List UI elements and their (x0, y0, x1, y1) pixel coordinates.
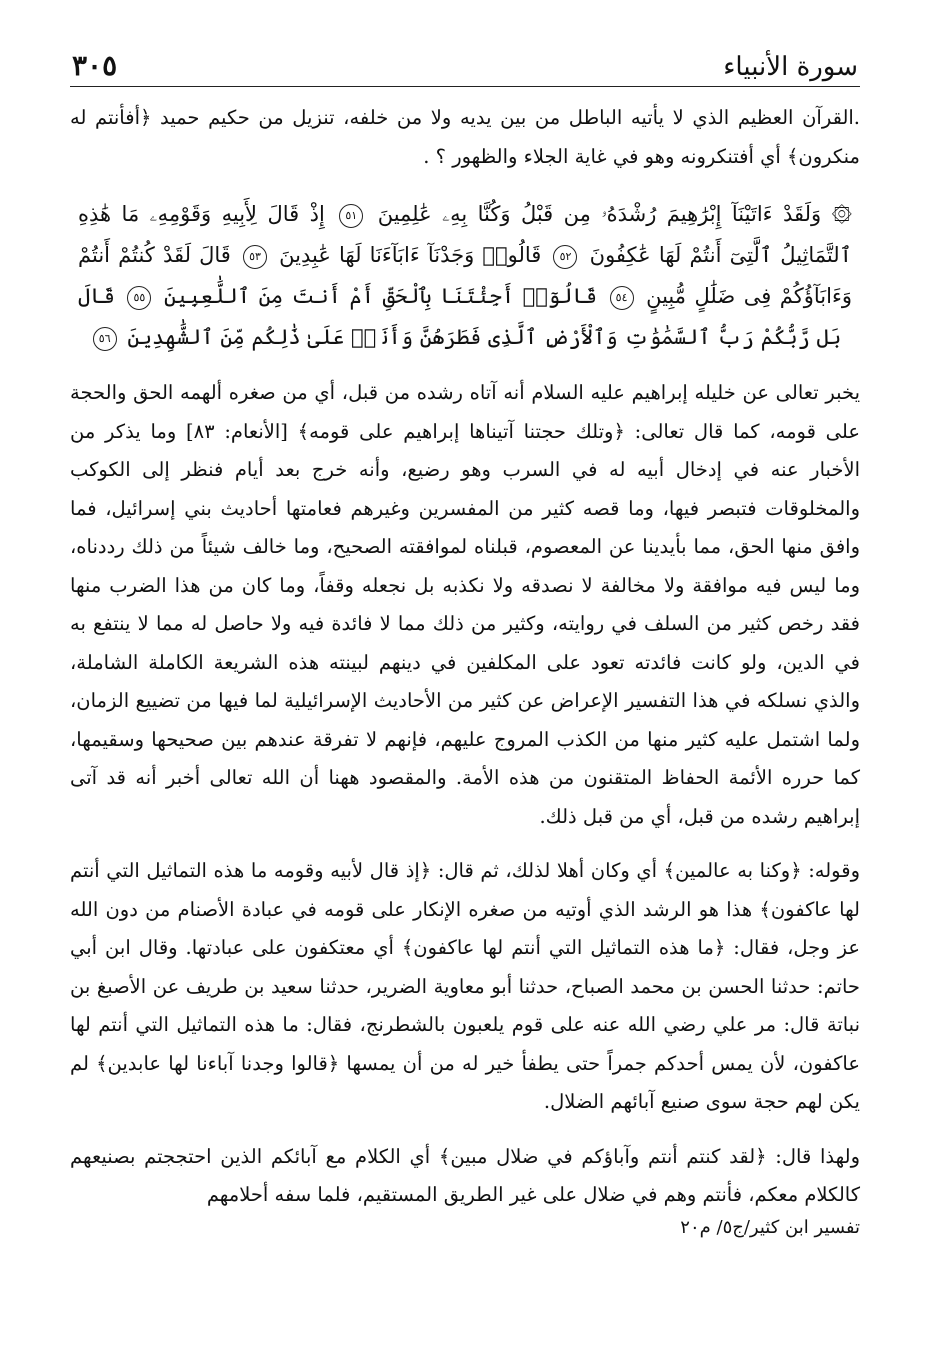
commentary-paragraph-1: يخبر تعالى عن خليله إبراهيم عليه السلام أنه آتاه رشده من قبل، أي من صغره ألهمه الحق والحجة على قومه، كما قال تعالى: ﴿وتلك حجتنا آتيناها إبراهيم على قومه﴾ [الأنعام: ٨٣] وما يذكر من الأخبار عنه في إدخال أبيه له في السرب وهو رضيع، وأنه خرج بعد أيام فنظر إلى الكوكب والمخلوقات فتبصر فيها، وما قصه كثير من المفسرين وغيرهم فعامتها أحاديث بني إسرائيل، فما وافق منها الحق، مما بأيدينا عن المعصوم، قبلناه لموافقته الصحيح، وما خالف شيئاً من ذلك رددناه، وما ليس فيه موافقة ولا مخالفة لا نصدقه ولا نكذبه بل نجعله وقفاً، وما كان من هذا الضرب منها فقد رخص كثير من السلف في روايته، وكثير من ذلك مما لا فائدة فيه ولا حاصل له مما لا ينتفع به في الدين، ولو كانت فائدته تعود على المكلفين في دينهم لبينته هذه الشريعة الكاملة الشاملة، والذي نسلكه في هذا التفسير الإعراض عن كثير من الأحاديث الإسرائيلية لما فيها من تضييع الزمان، ولما اشتمل عليه كثير منها من الكذب المروج عليهم، فإنهم لا تفرقة عندهم بين صحيحها وسقيمها، كما حرره الأئمة الحفاظ المتقنون من هذه الأمة. والمقصود ههنا أن الله تعالى أخبر أنه قد آتى إبراهيم رشده من قبل، أي من قبل ذلك. (70, 381, 860, 828)
verse-text: قَالَ بَل رَّبُّكُمْ رَبُّ ٱلسَّمَٰوَٰتِ وَٱلْأَرْضِ ٱلَّذِى فَطَرَهُنَّ وَأَنَا۠ عَلَىٰ ذَٰلِكُم مِّنَ ٱلشَّٰهِدِينَ (78, 284, 842, 349)
footer-signature: تفسير ابن كثير/ج٥/ م٢٠ (680, 1216, 860, 1238)
verse-text: إِذْ قَالَ لِأَبِيهِ وَقَوْمِهِۦ مَا هَٰذِهِ ٱلتَّمَاثِيلُ ٱلَّتِىٓ أَنتُمْ لَهَا عَٰكِفُونَ (78, 202, 852, 267)
intro-paragraph: .القرآن العظيم الذي لا يأتيه الباطل من بين يديه ولا من خلفه، تنزيل من حكيم حميد ﴿أفأنتم له منكرون﴾ أي أفتنكرونه وهو في غاية الجلاء والظهور ؟ . (70, 106, 861, 168)
page (70, 40, 860, 1238)
verse-text: قَالَ لَقَدْ كُنتُمْ أَنتُمْ وَءَابَآؤُكُمْ فِى ضَلَٰلٍ مُّبِينٍ (78, 243, 852, 308)
verse-number: ٥٥ (127, 286, 151, 310)
verse-number: ٥٦ (93, 327, 117, 351)
verse-number: ٥١ (339, 204, 363, 228)
verse-text: قَالُوا۟ وَجَدْنَآ ءَابَآءَنَا لَهَا عَٰبِدِينَ (279, 243, 542, 267)
hizb-mark: ۞ (831, 202, 852, 226)
page-number: ٣٠٥ (72, 49, 118, 82)
verse-number: ٥٢ (553, 245, 577, 269)
commentary-paragraph-2: وقوله: ﴿وكنا به عالمين﴾ أي وكان أهلا لذلك، ثم قال: ﴿إذ قال لأبيه وقومه ما هذه التماثيل التي أنتم لها عاكفون﴾ هذا هو الرشد الذي أوتيه من صغره الإنكار على قومه في عبادة الأصنام من دون الله عز وجل، فقال: ﴿ما هذه التماثيل التي أنتم لها عاكفون﴾ أي معتكفون على عبادتها. وقال ابن أبي حاتم: حدثنا الحسن بن محمد الصباح، حدثنا أبو معاوية الضرير، حدثنا سعيد بن طريف عن الأصبغ بن نباتة قال: مر علي رضي الله عنه على قوم يلعبون بالشطرنج، فقال: ما هذه التماثيل التي أنتم لها عاكفون، لأن يمس أحدكم جمراً حتى يطفأ خير له من أن يمسها ﴿قالوا وجدنا آباءنا لها عابدين﴾ لم يكن لهم حجة سوى صنيع آبائهم الضلال. (70, 859, 860, 1113)
quran-verses (78, 194, 852, 358)
verse-number: ٥٤ (610, 286, 634, 310)
verse-text: قَالُوٓا۟ أَجِئْتَنَا بِٱلْحَقِّ أَمْ أَنتَ مِنَ ٱللَّٰعِبِينَ (163, 284, 598, 308)
verse-number: ٥٣ (243, 245, 267, 269)
page-header (70, 40, 860, 87)
surah-title: سورة الأنبياء (723, 52, 858, 82)
commentary-paragraph-3: ولهذا قال: ﴿لقد كنتم أنتم وآباؤكم في ضلال مبين﴾ أي الكلام مع آبائكم الذين احتججتم بصنيعهم كالكلام معكم، فأنتم وهم في ضلال على غير الطريق المستقيم، فلما سفه أحلامهم (70, 1144, 860, 1206)
verse-text: وَلَقَدْ ءَاتَيْنَآ إِبْرَٰهِيمَ رُشْدَهُۥ مِن قَبْلُ وَكُنَّا بِهِۦ عَٰلِمِينَ (377, 202, 822, 226)
